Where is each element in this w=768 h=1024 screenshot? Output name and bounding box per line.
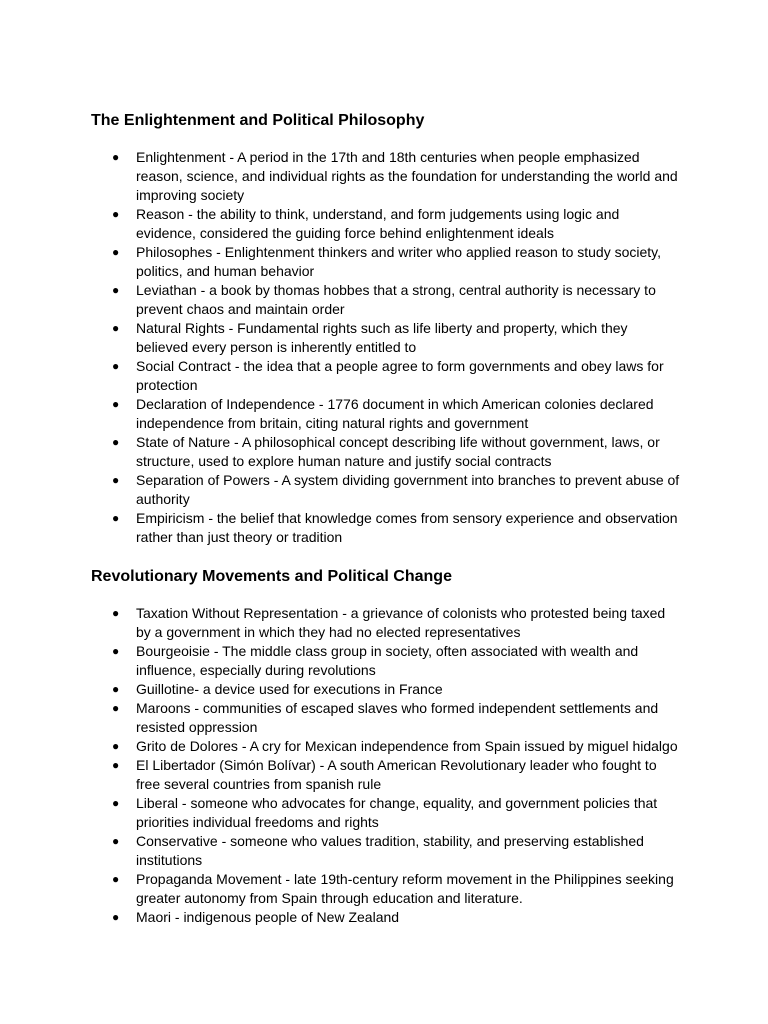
bullet-icon: ● — [112, 283, 120, 297]
revolutionary-term-list — [91, 604, 678, 927]
list-item — [91, 357, 681, 395]
list-item — [91, 319, 681, 357]
term-text: Guillotine- a device used for executions in France — [136, 681, 443, 697]
list-item — [91, 908, 681, 927]
bullet-icon: ● — [112, 359, 120, 373]
bullet-icon: ● — [112, 207, 120, 221]
list-item — [91, 604, 681, 642]
list-item — [91, 433, 681, 471]
term-text: Liberal - someone who advocates for change, equality, and government policies that priorities individual freedoms and rights — [136, 795, 658, 830]
bullet-icon: ● — [112, 150, 120, 164]
bullet-icon: ● — [112, 796, 120, 810]
list-item — [91, 756, 681, 794]
bullet-icon: ● — [112, 910, 120, 924]
term-text: Empiricism - the belief that knowledge comes from sensory experience and observation rather than just theory or tradition — [136, 510, 678, 545]
section-heading-enlightenment: The Enlightenment and Political Philosophy — [91, 112, 425, 129]
term-text: Bourgeoisie - The middle class group in society, often associated with wealth and influence, especially during revolutions — [136, 643, 639, 678]
term-text: Enlightenment - A period in the 17th and 18th centuries when people emphasized reason, science, and individual rights as the foundation for understanding the world and improving society — [136, 149, 678, 203]
term-text: Grito de Dolores - A cry for Mexican independence from Spain issued by miguel hidalgo — [136, 738, 678, 754]
bullet-icon: ● — [112, 644, 120, 658]
bullet-icon: ● — [112, 701, 120, 715]
bullet-icon: ● — [112, 321, 120, 335]
term-text: El Libertador (Simón Bolívar) - A south American Revolutionary leader who fought to free several countries from spanish rule — [136, 757, 657, 792]
term-text: Leviathan - a book by thomas hobbes that a strong, central authority is necessary to prevent chaos and maintain order — [136, 282, 656, 317]
term-text: Conservative - someone who values tradition, stability, and preserving established institutions — [136, 833, 644, 868]
bullet-icon: ● — [112, 758, 120, 772]
list-item — [91, 680, 681, 699]
bullet-icon: ● — [112, 606, 120, 620]
term-text: Social Contract - the idea that a people agree to form governments and obey laws for protection — [136, 358, 664, 393]
term-text: Natural Rights - Fundamental rights such as life liberty and property, which they believed every person is inherently entitled to — [136, 320, 628, 355]
bullet-icon: ● — [112, 245, 120, 259]
list-item — [91, 281, 681, 319]
bullet-icon: ● — [112, 872, 120, 886]
bullet-icon: ● — [112, 397, 120, 411]
list-item — [91, 870, 681, 908]
term-text: State of Nature - A philosophical concept describing life without government, laws, or structure, used to explore human nature and justify social contracts — [136, 434, 660, 469]
term-text: Taxation Without Representation - a grievance of colonists who protested being taxed by a government in which they had no elected representatives — [136, 605, 666, 640]
list-item — [91, 642, 681, 680]
bullet-icon: ● — [112, 473, 120, 487]
term-text: Declaration of Independence - 1776 document in which American colonies declared independence from britain, citing natural rights and government — [136, 396, 654, 431]
term-text: Maroons - communities of escaped slaves who formed independent settlements and resisted oppression — [136, 700, 659, 735]
term-text: Maori - indigenous people of New Zealand — [136, 909, 400, 925]
list-item — [91, 205, 681, 243]
term-text: Philosophes - Enlightenment thinkers and writer who applied reason to study society, politics, and human behavior — [136, 244, 662, 279]
term-text: Separation of Powers - A system dividing government into branches to prevent abuse of authority — [136, 472, 680, 507]
bullet-icon: ● — [112, 834, 120, 848]
bullet-icon: ● — [112, 739, 120, 753]
term-text: Reason - the ability to think, understand, and form judgements using logic and evidence, considered the guiding force behind enlightenment ideals — [136, 206, 620, 241]
list-item — [91, 737, 681, 756]
list-item — [91, 395, 681, 433]
list-item — [91, 243, 681, 281]
term-text: Propaganda Movement - late 19th-century reform movement in the Philippines seeking greater autonomy from Spain through education and literature. — [136, 871, 674, 906]
bullet-icon: ● — [112, 511, 120, 525]
bullet-icon: ● — [112, 435, 120, 449]
list-item — [91, 832, 681, 870]
list-item — [91, 794, 681, 832]
list-item — [91, 148, 681, 205]
list-item — [91, 699, 681, 737]
enlightenment-term-list — [91, 148, 678, 547]
list-item — [91, 509, 681, 547]
bullet-icon: ● — [112, 682, 120, 696]
list-item — [91, 471, 681, 509]
section-heading-revolutionary: Revolutionary Movements and Political Change — [91, 568, 452, 585]
